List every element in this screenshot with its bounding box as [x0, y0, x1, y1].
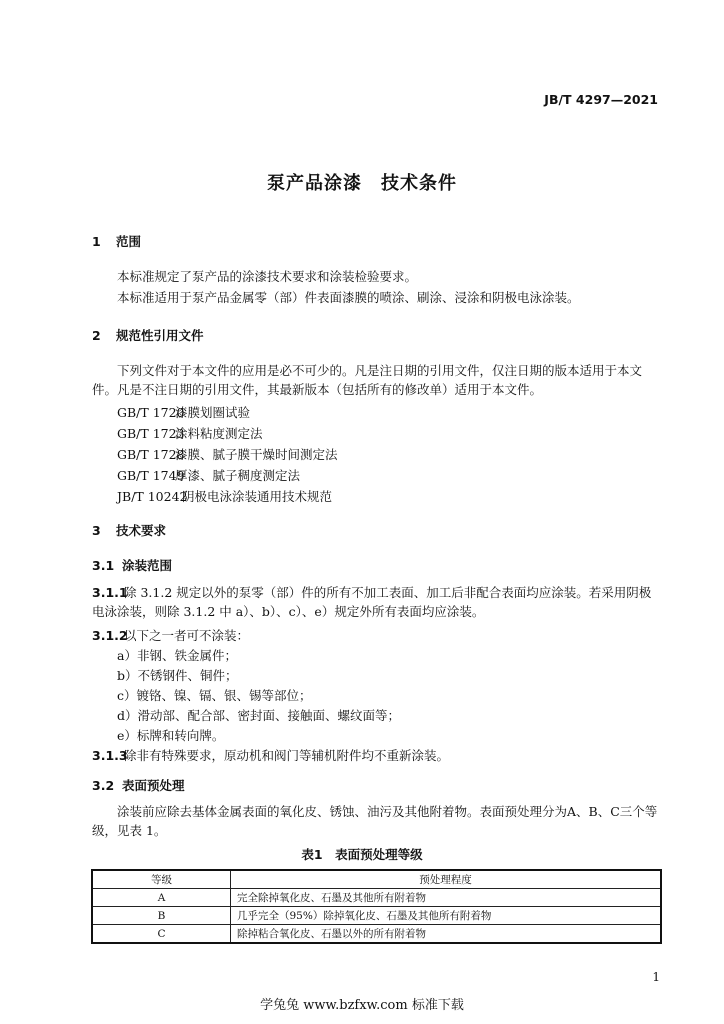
footer-watermark-text: 学兔兔 www.bzfxw.com 标准下载	[260, 998, 464, 1013]
clause-3-1-1	[92, 583, 662, 621]
section-number: 1	[92, 234, 101, 249]
table-row	[92, 889, 661, 907]
table-header-row	[92, 870, 661, 889]
clause-text: 除 3.1.2 规定以外的泵零（部）件的所有不加工表面、加工后非配合表面均应涂装。若采用阴极电泳涂装，则除 3.1.2 中 a）、b）、c）、e）规定外所有表面均应涂装。	[92, 585, 652, 619]
list-item: e）标牌和转向牌。	[117, 728, 225, 743]
list-item: d）滑动部、配合部、密封面、接触面、螺纹面等；	[117, 708, 401, 723]
section-title: 规范性引用文件	[116, 328, 204, 343]
list-item: c）镀铬、镍、镉、银、锡等部位；	[117, 688, 312, 703]
reference-title: 涂料粘度测定法	[175, 426, 263, 441]
degree-cell: 几乎完全（95%）除掉氧化皮、石墨及其他所有附着物	[231, 907, 662, 925]
table-row	[92, 907, 661, 925]
subsection-number: 3.1	[92, 558, 115, 573]
list-item: a）非钢、铁金属件；	[117, 648, 237, 663]
normative-references-intro: 下列文件对于本文件的应用是必不可少的。凡是注日期的引用文件，仅注日期的版本适用于本文件。凡是不注日期的引用文件，其最新版本（包括所有的修改单）适用于本文件。	[92, 363, 643, 397]
subsection-number: 3.2	[92, 778, 115, 793]
reference-title: 漆膜、腻子膜干燥时间测定法	[175, 447, 338, 462]
reference-code: JB/T 10242	[117, 489, 188, 504]
reference-code: GB/T 1720	[117, 405, 185, 420]
reference-item	[117, 424, 263, 442]
section-number: 3	[92, 523, 101, 538]
column-header-degree: 预处理程度	[231, 870, 662, 889]
reference-title: 阴极电泳涂装通用技术规范	[182, 489, 333, 504]
reference-item	[117, 403, 250, 421]
reference-code: GB/T 1723	[117, 426, 185, 441]
list-item: b）不锈钢件、铜件；	[117, 668, 238, 683]
reference-item	[117, 466, 300, 484]
clause-number: 3.1.1	[92, 585, 128, 600]
degree-cell: 除掉粘合氧化皮、石墨以外的所有附着物	[231, 925, 662, 944]
clause-3-1-3	[92, 746, 449, 764]
subsection-3-1-heading	[92, 556, 172, 574]
subsection-title: 表面预处理	[122, 778, 185, 793]
table-row	[92, 925, 661, 944]
reference-item	[117, 445, 338, 463]
section-number: 2	[92, 328, 101, 343]
section-1-heading	[92, 232, 141, 250]
subsection-title: 涂装范围	[122, 558, 173, 573]
section-title: 技术要求	[116, 523, 167, 538]
reference-title: 厚漆、腻子稠度测定法	[175, 468, 301, 483]
clause-text: 除非有特殊要求，原动机和阀门等辅机附件均不重新涂装。	[124, 748, 450, 763]
reference-code: GB/T 1728	[117, 447, 185, 462]
reference-item	[117, 487, 332, 505]
standard-number: JB/T 4297—2021	[544, 92, 658, 107]
section-title: 范围	[116, 234, 142, 249]
table-caption: 表1 表面预处理等级	[301, 847, 423, 862]
grade-cell: A	[92, 889, 231, 907]
degree-cell: 完全除掉氧化皮、石墨及其他所有附着物	[231, 889, 662, 907]
clause-3-1-2	[92, 626, 249, 644]
section-2-heading	[92, 326, 204, 344]
scope-paragraph-2: 本标准适用于泵产品金属零（部）件表面漆膜的喷涂、刷涂、浸涂和阴极电泳涂装。	[117, 290, 580, 305]
column-header-grade: 等级	[92, 870, 231, 889]
clause-number: 3.1.2	[92, 628, 128, 643]
subsection-3-2-heading	[92, 776, 185, 794]
section-3-heading	[92, 521, 166, 539]
scope-paragraph-1: 本标准规定了泵产品的涂漆技术要求和涂装检验要求。	[117, 269, 418, 284]
reference-title: 漆膜划圈试验	[175, 405, 251, 420]
page-number: 1	[652, 970, 660, 984]
clause-number: 3.1.3	[92, 748, 128, 763]
document-title: 泵产品涂漆 技术条件	[267, 173, 457, 194]
grade-cell: B	[92, 907, 231, 925]
pretreatment-grade-table	[91, 869, 662, 944]
reference-code: GB/T 1749	[117, 468, 185, 483]
surface-pretreatment-paragraph: 涂装前应除去基体金属表面的氧化皮、锈蚀、油污及其他附着物。表面预处理分为A、B、C三个等级，见表 1。	[92, 804, 658, 838]
grade-cell: C	[92, 925, 231, 944]
clause-text: 以下之一者可不涂装：	[124, 628, 250, 643]
